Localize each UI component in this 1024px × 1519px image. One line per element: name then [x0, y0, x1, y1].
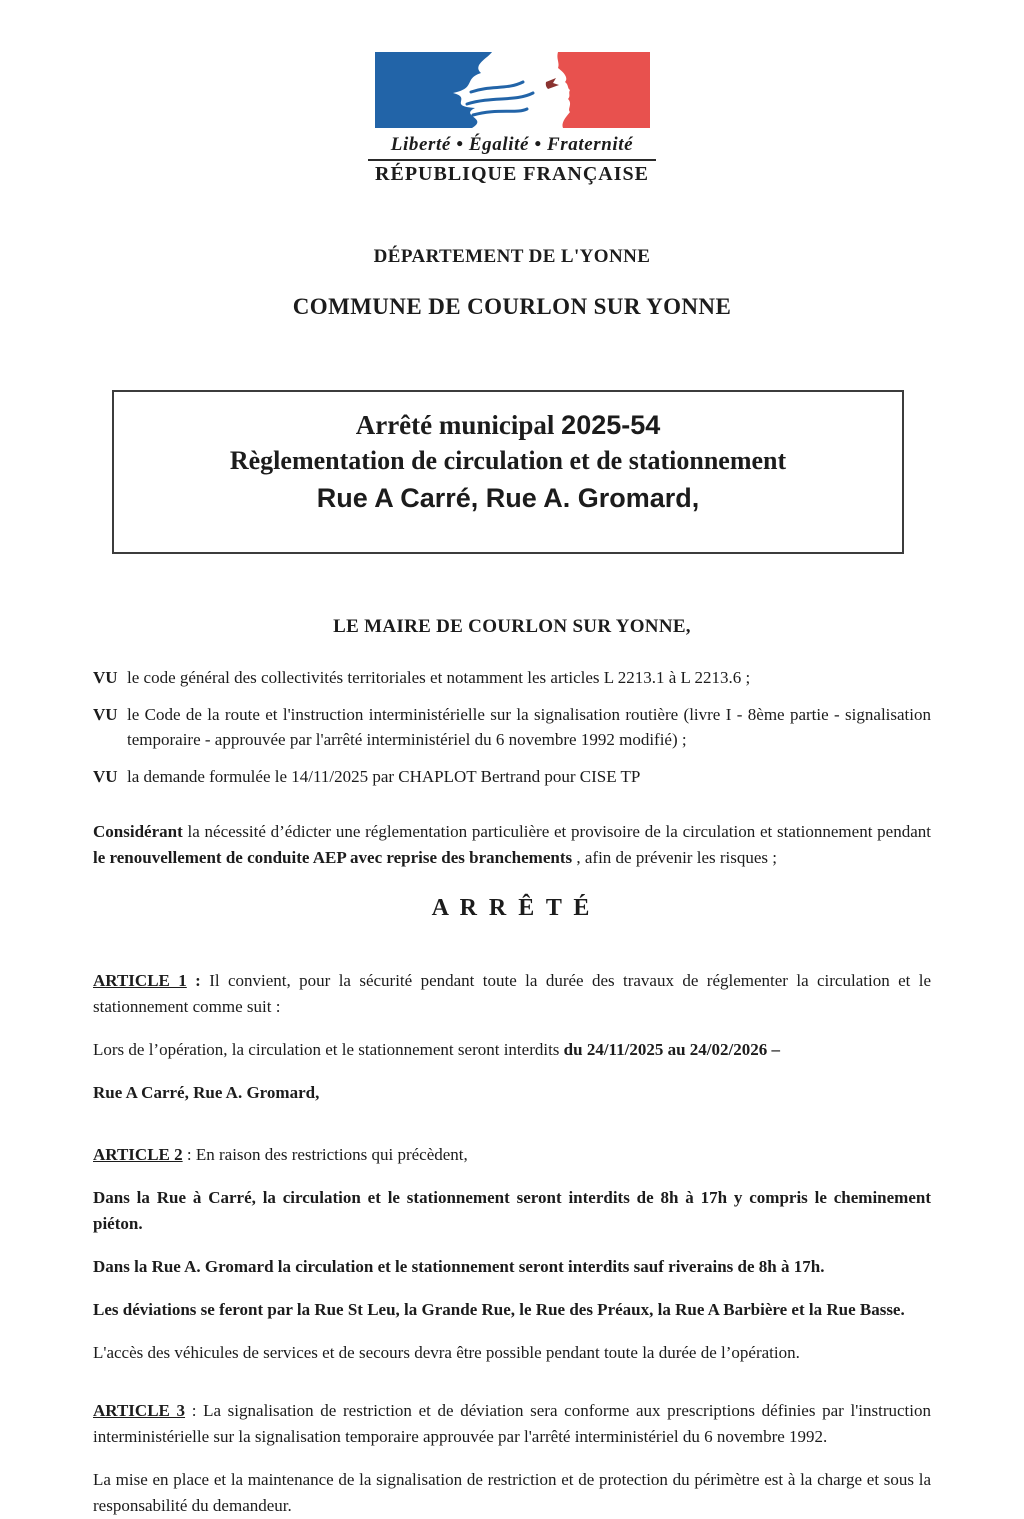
logo-block	[0, 0, 1024, 186]
considerant-mid: la nécessité d’édicter une réglementation particulière et provisoire de la circulation et stationnement pendant	[182, 822, 931, 841]
vu-section	[93, 665, 931, 789]
logo-republic-title: RÉPUBLIQUE FRANÇAISE	[375, 163, 649, 185]
vu-item	[93, 702, 931, 752]
vu-text: la demande formulée le 14/11/2025 par CHAPLOT Bertrand pour CISE TP	[127, 767, 641, 786]
logo-divider	[368, 159, 656, 161]
vu-item	[93, 665, 931, 690]
commune-title: COMMUNE DE COURLON SUR YONNE	[292, 294, 732, 319]
article-3-responsibility: La mise en place et la maintenance de la signalisation de restriction et de protection du périmètre est à la charge et sous la responsabilité du demandeur.	[93, 1470, 931, 1515]
operation-dates-paragraph	[93, 1037, 931, 1063]
arrete-heading: A R R Ê T É	[431, 895, 593, 921]
article-2-heading: ARTICLE 2	[93, 1145, 183, 1164]
operation-dates: du 24/11/2025 au 24/02/2026 –	[563, 1040, 780, 1059]
considerant-bold: le renouvellement de conduite AEP avec reprise des branchements	[93, 848, 573, 867]
mayor-heading: LE MAIRE DE COURLON SUR YONNE,	[333, 616, 691, 637]
article-2-rule-rue-gromard: Dans la Rue A. Gromard la circulation et le stationnement seront interdits sauf riverains de 8h à 17h.	[93, 1257, 825, 1276]
considerant-paragraph	[93, 819, 931, 871]
article-2-paragraph	[93, 1142, 931, 1168]
streets-line: Rue A Carré, Rue A. Gromard,	[93, 1083, 320, 1102]
vu-label: VU	[93, 668, 118, 687]
considerant-lead: Considérant	[93, 822, 183, 841]
article-2-rule-rue-carre: Dans la Rue à Carré, la circulation et le stationnement seront interdits de 8h à 17h y compris le cheminement piéton.	[93, 1188, 931, 1233]
vu-label: VU	[93, 705, 118, 724]
article-3-heading: ARTICLE 3	[93, 1401, 186, 1420]
article-3-separator: :	[185, 1401, 204, 1420]
article-1-body: Il convient, pour la sécurité pendant toute la durée des travaux de réglementer la circulation et le stationnement comme suit :	[93, 971, 931, 1016]
decree-title-box	[112, 390, 904, 554]
operation-lead: Lors de l’opération, la circulation et le stationnement seront interdits	[93, 1040, 564, 1059]
logo-motto: Liberté • Égalité • Fraternité	[390, 134, 634, 155]
article-3-body: La signalisation de restriction et de déviation sera conforme aux prescriptions définies par l'instruction interministérielle sur la signalisation temporaire approuvée par l'arrêté interministériel du 6 novembre 1992.	[93, 1401, 931, 1446]
article-2-separator: :	[182, 1145, 196, 1164]
article-2-access: L'accès des véhicules de services et de secours devra être possible pendant toute la durée de l’opération.	[93, 1343, 800, 1362]
vu-item	[93, 764, 931, 789]
department-title: DÉPARTEMENT DE L'YONNE	[373, 246, 651, 267]
article-1-heading: ARTICLE 1	[93, 971, 187, 990]
vu-text: le code général des collectivités territoriales et notamment les articles L 2213.1 à L 2213.6 ;	[127, 668, 751, 687]
decree-number: 2025-54	[561, 410, 661, 440]
considerant-tail: , afin de prévenir les risques ;	[572, 848, 777, 867]
vu-label: VU	[93, 767, 118, 786]
article-1-paragraph	[93, 968, 931, 1020]
decree-subtitle: Règlementation de circulation et de stationnement	[229, 446, 787, 475]
article-2-body: En raison des restrictions qui précèdent,	[195, 1145, 468, 1164]
article-2-deviations: Les déviations se feront par la Rue St Leu, la Grande Rue, le Rue des Préaux, la Rue A Barbière et la Rue Basse.	[93, 1300, 905, 1319]
vu-text: le Code de la route et l'instruction interministérielle sur la signalisation routière (livre I - 8ème partie - signalisation temporaire - approuvée par l'arrêté interministériel du 6 novembre 1992 modifié) ;	[127, 705, 931, 749]
marianne-logo	[374, 52, 651, 128]
document-content	[0, 246, 1024, 1519]
article-1-separator: :	[186, 971, 210, 990]
decree-title-label: Arrêté municipal	[355, 410, 562, 440]
article-3-paragraph	[93, 1398, 931, 1450]
decree-title-line	[124, 408, 892, 442]
decree-streets: Rue A Carré, Rue A. Gromard,	[316, 483, 700, 513]
